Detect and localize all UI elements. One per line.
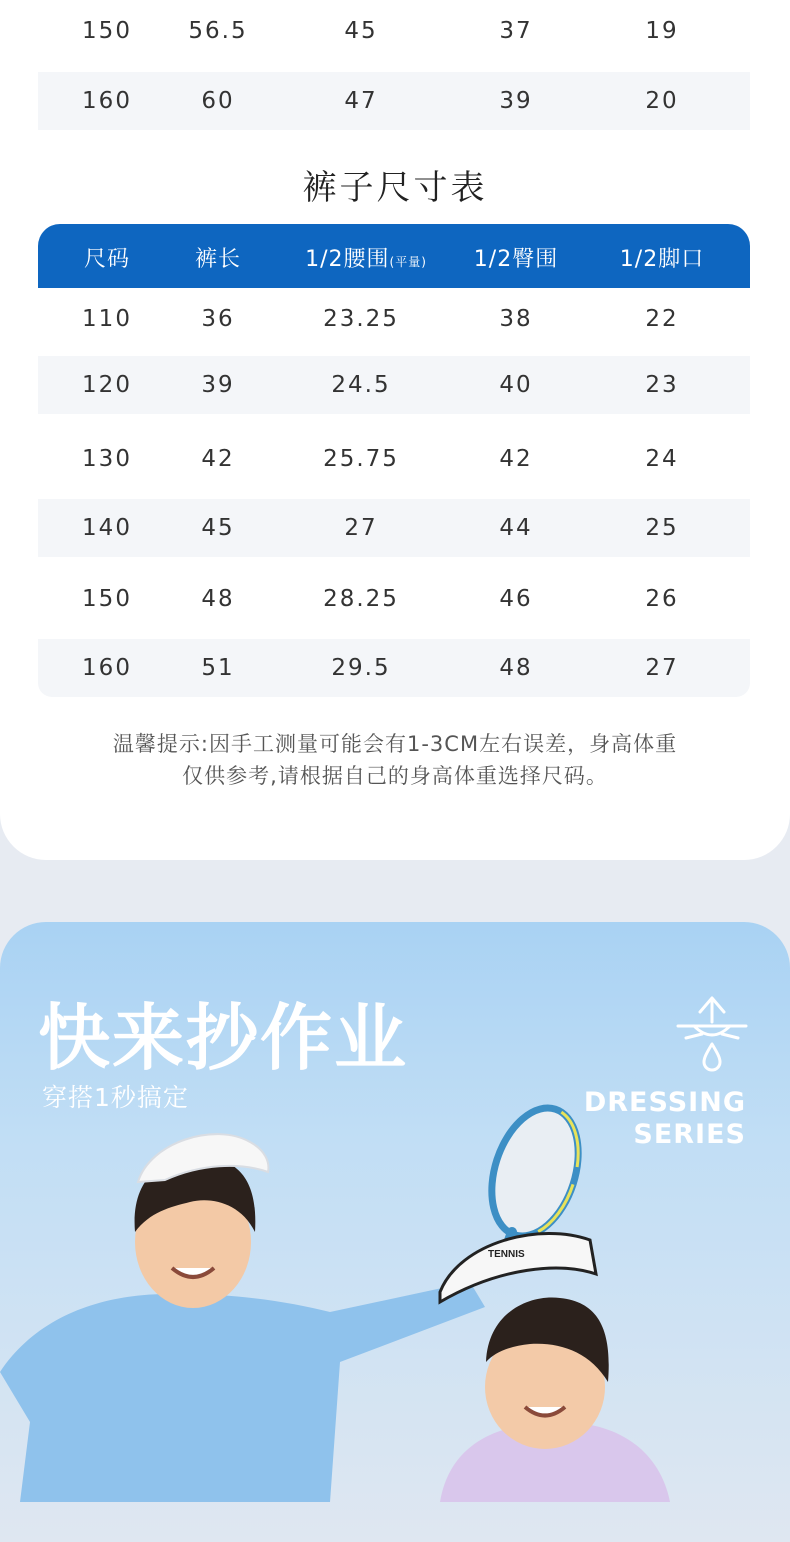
header-pants-length: 裤长 (194, 247, 242, 272)
dressing-series-label: DRESSING SERIES (583, 1087, 746, 1150)
tip-line-1: 温馨提示:因手工测量可能会有1-3CM左右误差，身高体重 (112, 732, 678, 756)
table-row: 150 48 28.25 46 26 (82, 586, 679, 612)
boy-shirt (0, 1282, 485, 1502)
header-size: 尺码 (83, 247, 131, 272)
table-row: 120 39 24.5 40 23 (38, 356, 750, 414)
banner-subtitle: 穿搭1秒搞定 (42, 1083, 189, 1112)
visor-text: TENNIS (488, 1249, 525, 1260)
table-row: 110 36 23.25 38 22 (82, 306, 679, 332)
pants-size-table-title: 裤子尺寸表 (302, 168, 488, 208)
banner-title: 快来抄作业 (38, 996, 409, 1080)
pants-table-header (38, 224, 750, 288)
table-row: 160 60 47 39 20 (38, 72, 750, 130)
measurement-tip (40, 728, 750, 792)
tip-line-2: 仅供参考,请根据自己的身高体重选择尺码。 (182, 764, 608, 788)
header-half-hip: 1/2臀围 (473, 247, 559, 272)
dressing-series-logo-icon (672, 992, 752, 1072)
table-row: 130 42 25.75 42 24 (82, 446, 679, 472)
table-row: 160 51 29.5 48 27 (38, 639, 750, 697)
header-note: (平量) (389, 255, 427, 269)
table-row: 150 56.5 45 37 19 (82, 18, 679, 44)
header-half-waist: 1/2腰围(平量) (305, 247, 427, 272)
table-row: 140 45 27 44 25 (38, 499, 750, 557)
header-half-hem: 1/2脚口 (619, 247, 705, 272)
dressing-banner (0, 922, 790, 1542)
kids-tennis-photo (0, 1062, 790, 1502)
